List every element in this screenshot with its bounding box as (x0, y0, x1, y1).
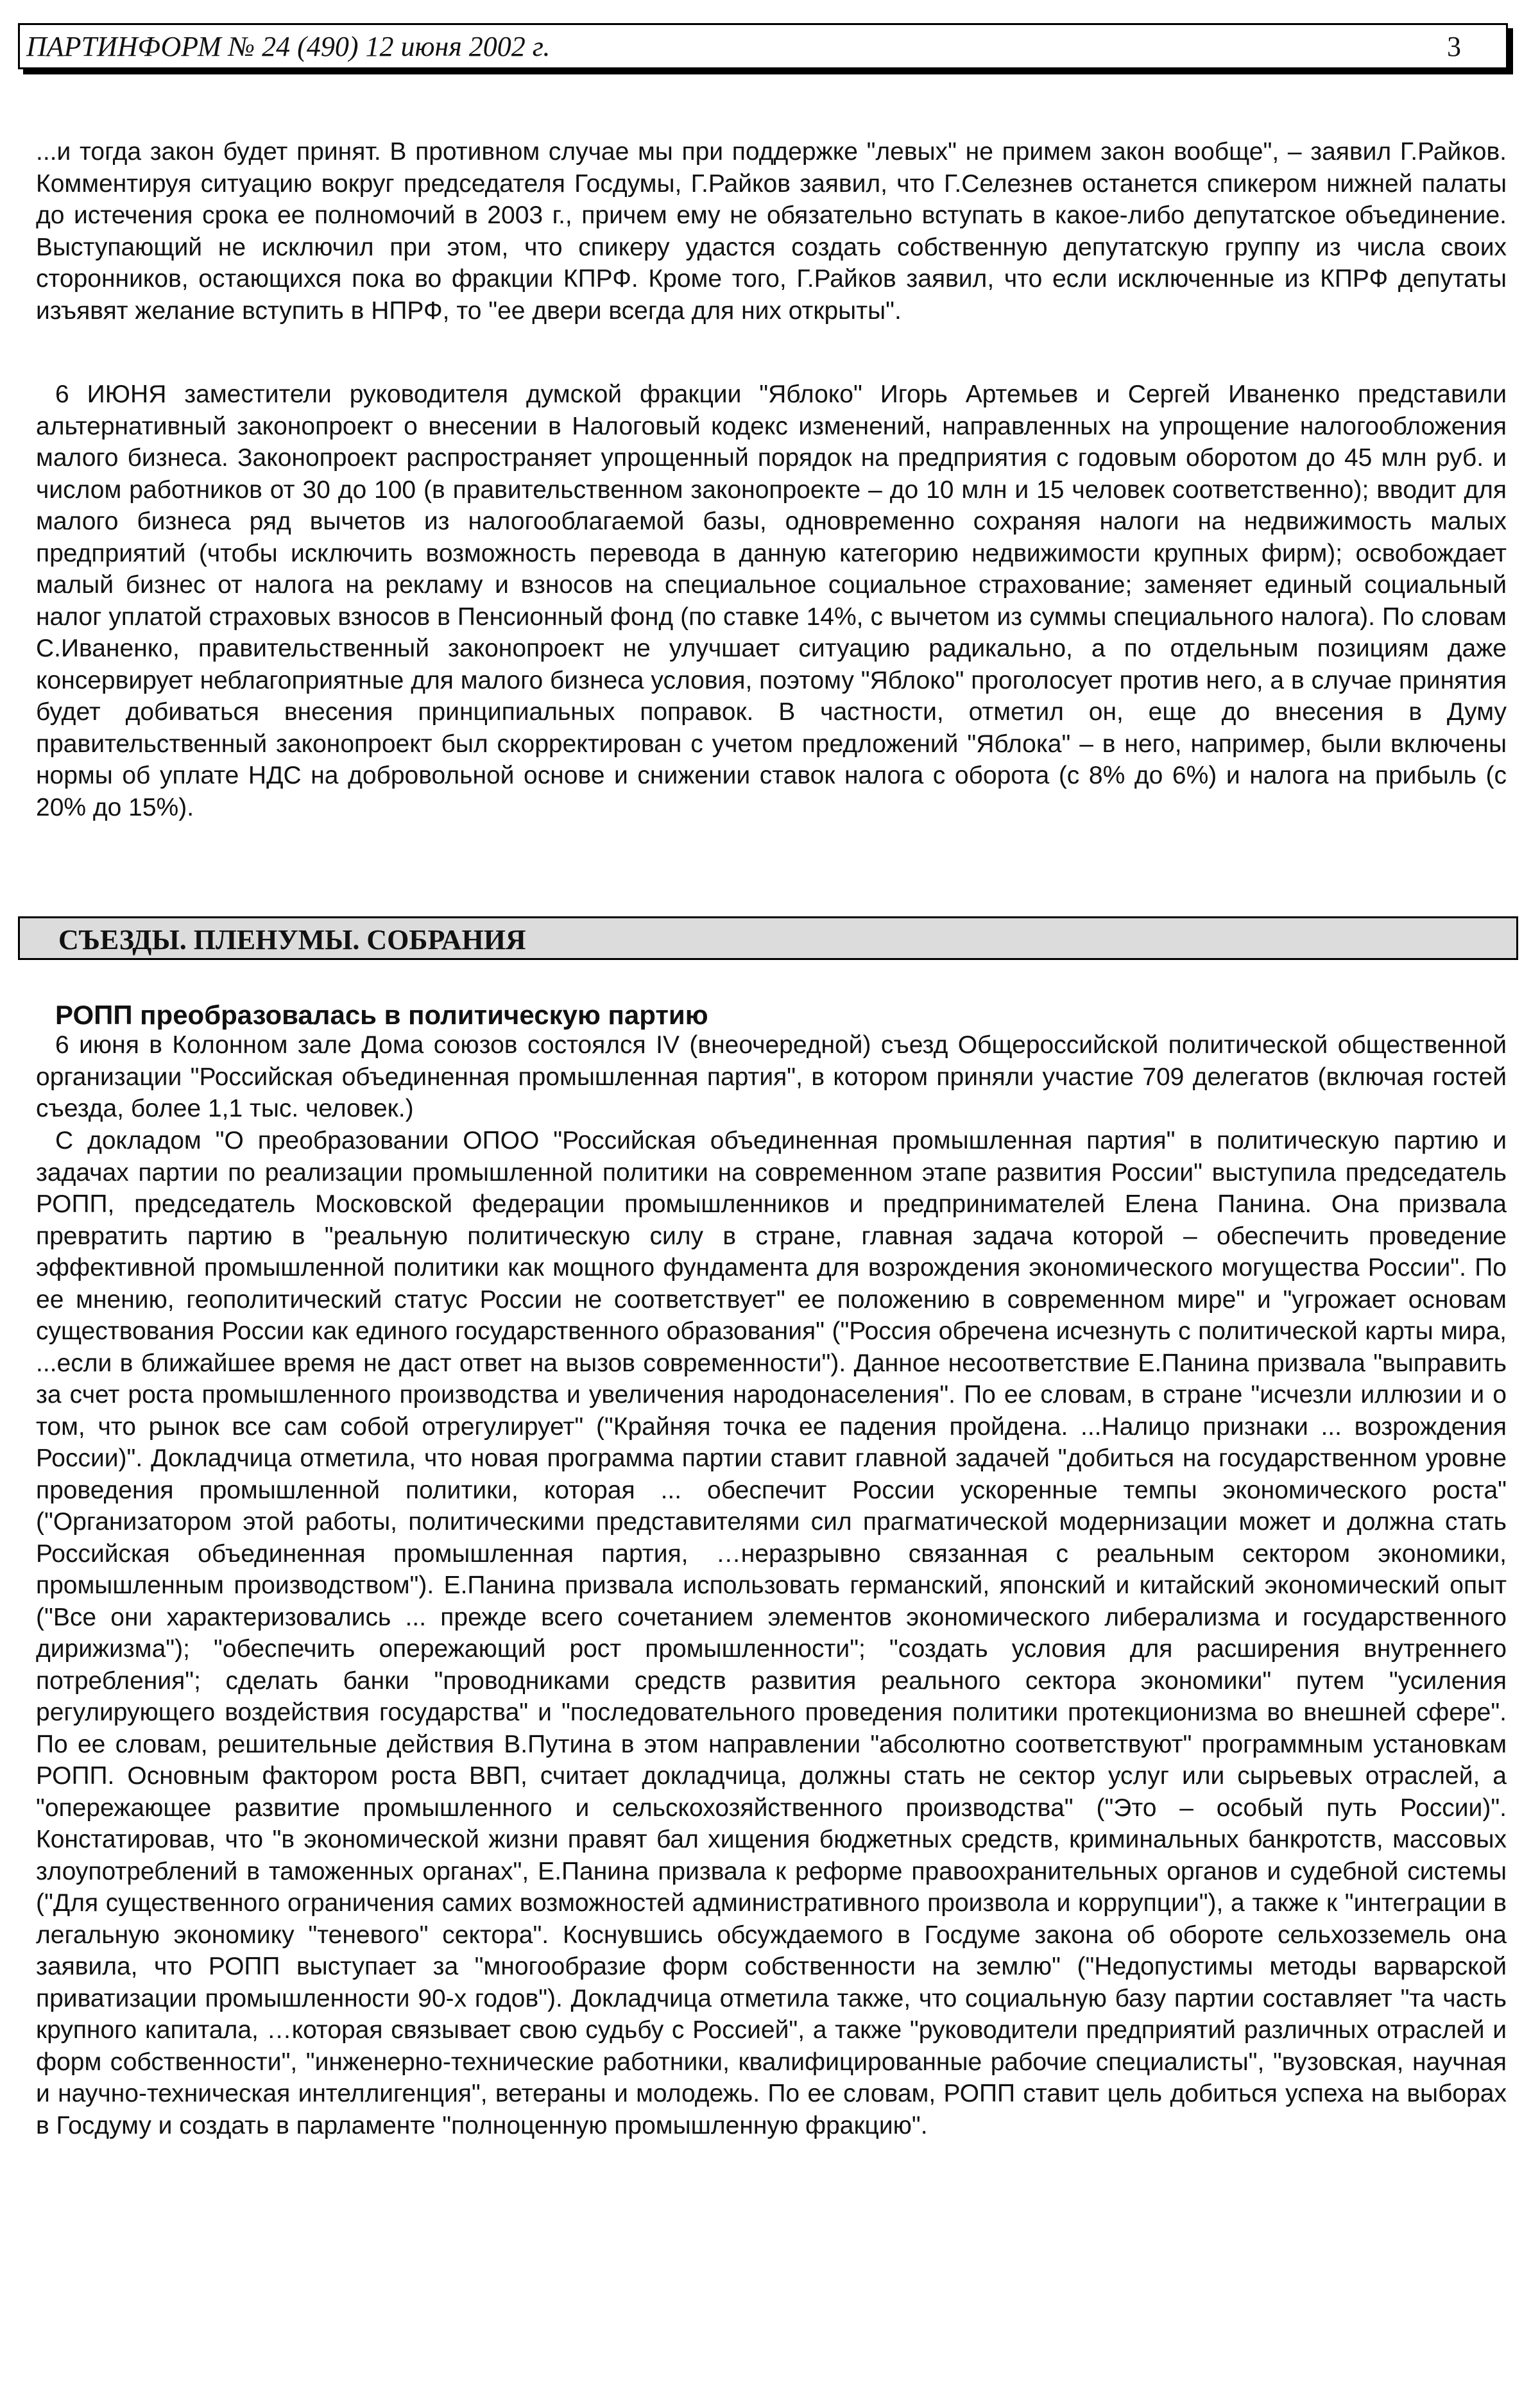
section-title: СЪЕЗДЫ. ПЛЕНУМЫ. СОБРАНИЯ (58, 924, 526, 955)
paragraph: ...и тогда закон будет принят. В противном случае мы при поддержке "левых" не примем закон вообще", – заявил Г.Райков. Комментируя ситуацию вокруг председателя Госдумы, Г.Райков заявил, что Г.Селезнев останется спикером нижней палаты до истечения срока ее полномочий в 2003 г., причем ему не обязательно вступать в какое-либо депутатское объединение. Выступающий не исключил при этом, что спикеру удастся создать собственную депутатскую группу из числа своих сторонников, остающихся пока во фракции КПРФ. Кроме того, Г.Райков заявил, что если исключенные из КПРФ депутаты изъявят желание вступить в НПРФ, то "ее двери всегда для них открыты". (36, 138, 1507, 325)
paragraph: 6 июня в Колонном зале Дома союзов состоялся IV (внеочередной) съезд Общероссийской политической общественной организации "Российская объединенная промышленная партия", в котором приняли участие 709 делегатов (включая гостей съезда, более 1,1 тыс. человек.) (36, 1031, 1507, 1122)
paragraph: 6 ИЮНЯ заместители руководителя думской фракции "Яблоко" Игорь Артемьев и Сергей Иваненко представили альтернативный законопроект о внесении в Налоговый кодекс изменений, направленных на упрощение налогообложения малого бизнеса. Законопроект распространяет упрощенный порядок на предприятия с годовым оборотом до 45 млн руб. и числом работников от 30 до 100 (в правительственном законопроекте – до 10 млн и 15 человек соответственно); вводит для малого бизнеса ряд вычетов из налогооблагаемой базы, одновременно сохраняя налоги на недвижимость малых предприятий (чтобы исключить возможность перевода в данную категорию недвижимости крупных фирм); освобождает малый бизнес от налога на рекламу и взносов на специальное социальное страхование; заменяет единый социальный налог уплатой страховых взносов в Пенсионный фонд (по ставке 14%, с вычетом из суммы специального налога). По словам С.Иваненко, правительственный законопроект не улучшает ситуацию радикально, а по отдельным позициям даже консервирует неблагоприятные для малого бизнеса условия, поэтому "Яблоко" проголосует против него, а в случае принятия будет добиваться внесения принципиальных поправок. В частности, отметил он, еще до внесения в Думу правительственный законопроект был скорректирован с учетом предложений "Яблока" – в него, например, были включены нормы об уплате НДС на добровольной основе и снижении ставок налога с оборота (с 8% до 6%) и налога на прибыль (с 20% до 15%). (36, 381, 1507, 821)
page-number: 3 (1447, 31, 1461, 62)
article-title: РОПП преобразовалась в политическую партию (55, 1000, 708, 1030)
page-header (18, 23, 1508, 69)
section-heading (18, 916, 1518, 960)
paragraph: С докладом "О преобразовании ОПОО "Российская объединенная промышленная партия" в политическую партию и задачах партии по реализации промышленной политики на современном этапе развития России" выступила председатель РОПП, председатель Московской федерации промышленников и предпринимателей Елена Панина. Она призвала превратить партию в "реальную политическую силу в стране, главная задача которой – обеспечить проведение эффективной промышленной политики как мощного фундамента для возрождения экономического могущества России". По ее мнению, геополитический статус России не соответствует" ее положению в современном мире" и "угрожает основам существования России как единого государственного образования" ("Россия обречена исчезнуть с политической карты мира, ...если в ближайшее время не даст ответ на вызов современности"). Данное несоответствие Е.Панина призвала "выправить за счет роста промышленного производства и увеличения народонаселения". По ее словам, в стране "исчезли иллюзии и о том, что рынок все сам собой отрегулирует" ("Крайняя точка ее падения пройдена. ...Налицо признаки ... возрождения России)". Докладчица отметила, что новая программа партии ставит главной задачей "добиться на государственном уровне проведения промышленной политики, которая ... обеспечит России ускоренные темпы экономического роста" ("Организатором этой работы, политическими представителями сил прагматической модернизации может и должна стать Российская объединенная промышленная партия, …неразрывно связанная с реальным сектором экономики, промышленным производством"). Е.Панина призвала использовать германский, японский и китайский экономический опыт ("Все они характеризовались ... прежде всего сочетанием элементов экономического либерализма и государственного дирижизма"); "обеспечить опережающий рост промышленности"; "создать условия для расширения внутреннего потребления"; сделать банки "проводниками средств развития реального сектора экономики" путем "усиления регулирующего воздействия государства" и "последовательного проведения политики протекционизма во внешней сфере". По ее словам, решительные действия В.Путина в этом направлении "абсолютно соответствуют" программным установкам РОПП. Основным фактором роста ВВП, считает докладчица, должны стать не сектор услуг или сырьевых отраслей, а "опережающее развитие промышленного и сельскохозяйственного производства" ("Это – особый путь России)". Констатировав, что "в экономической жизни правят бал хищения бюджетных средств, криминальных банкротств, массовых злоупотреблений в таможенных органах", Е.Панина призвала к реформе правоохранительных органов и судебной системы ("Для существенного ограничения самих возможностей административного произвола и коррупции"), а также к "интеграции в легальную экономику "теневого" сектора". Коснувшись обсуждаемого в Госдуме закона об обороте сельхозземель она заявила, что РОПП выступает за "многообразие форм собственности на землю" ("Недопустимы методы варварской приватизации промышленности 90-х годов"). Докладчица отметила также, что социальную базу партии составляет "та часть крупного капитала, …которая связывает свою судьбу с Россией", а также "руководители предприятий различных отраслей и форм собственности", "инженерно-технические работники, квалифицированные рабочие специалисты", "вузовская, научная и научно-техническая интеллигенция", ветераны и молодежь. По ее словам, РОПП ставит цель добиться успеха на выборах в Госдуму и создать в парламенте "полноценную промышленную фракцию". (36, 1127, 1507, 2139)
publication-title: ПАРТИНФОРМ № 24 (490) 12 июня 2002 г. (26, 31, 551, 62)
